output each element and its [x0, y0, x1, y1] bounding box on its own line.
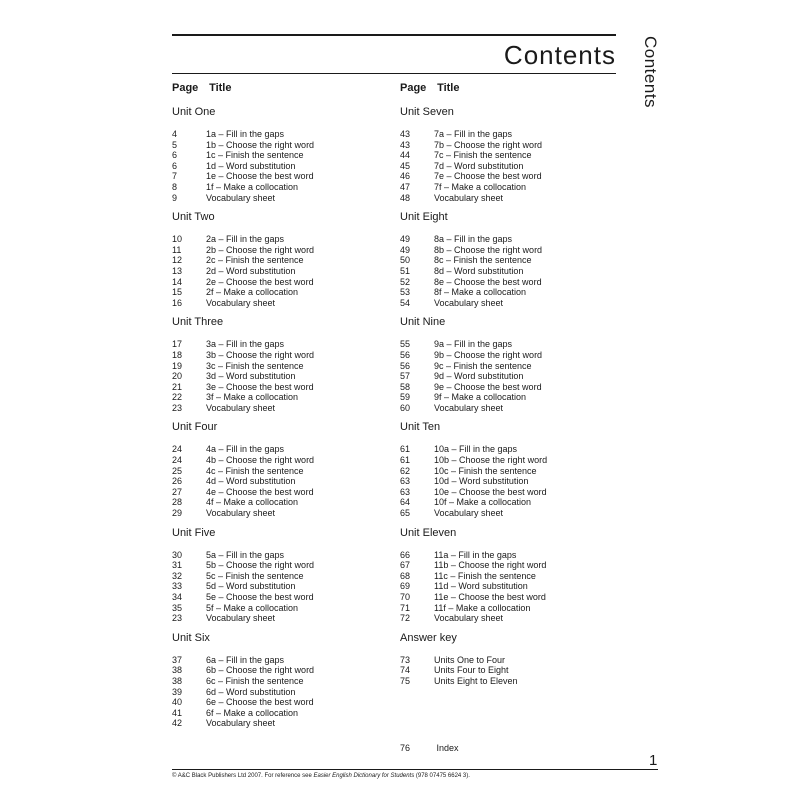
entry-title: 9d – Word substitution: [434, 371, 524, 382]
entry-title: Vocabulary sheet: [434, 402, 504, 413]
entry-page: 34: [172, 592, 183, 602]
entry-title: 6f – Make a collocation: [206, 707, 299, 718]
contents-entry[interactable]: [172, 665, 392, 676]
entry-page: 33: [172, 581, 183, 592]
entry-page: 25: [172, 465, 183, 476]
contents-entry[interactable]: [172, 571, 392, 582]
entry-title: 4b – Choose the right word: [206, 455, 315, 466]
contents-entry[interactable]: [172, 150, 392, 161]
entry-page: 75: [400, 675, 411, 686]
entry-page: 38: [172, 675, 183, 686]
entry-page: 38: [172, 665, 183, 676]
entry-title: 3a – Fill in the gaps: [206, 339, 285, 350]
contents-entry[interactable]: [172, 171, 392, 182]
unit-title: Unit Six: [172, 631, 210, 644]
entry-page: 21: [172, 381, 183, 392]
unit-title: Unit Ten: [400, 421, 441, 434]
contents-entry[interactable]: [172, 161, 392, 172]
contents-entry[interactable]: [400, 550, 620, 561]
entry-page: 57: [400, 371, 411, 382]
contents-entry[interactable]: [400, 161, 620, 172]
entry-title: 8a – Fill in the gaps: [434, 234, 513, 245]
entry-title: 10a – Fill in the gaps: [434, 444, 518, 455]
contents-entry[interactable]: [400, 182, 620, 193]
entry-page: 12: [172, 255, 183, 266]
entry-title: 2d – Word substitution: [206, 265, 296, 276]
contents-entry[interactable]: [400, 371, 620, 382]
unit-title: Unit Two: [172, 211, 215, 224]
entry-page: 50: [400, 255, 411, 266]
unit-title: Answer key: [400, 631, 457, 644]
contents-entry[interactable]: [172, 487, 392, 498]
contents-entry[interactable]: [400, 613, 620, 624]
contents-entry[interactable]: [172, 371, 392, 382]
entry-page: 55: [400, 339, 411, 350]
contents-entry[interactable]: [172, 581, 392, 592]
entry-page: 53: [400, 287, 411, 298]
contents-entry[interactable]: [400, 129, 620, 140]
entry-title: Vocabulary sheet: [206, 297, 276, 308]
entry-title: 9f – Make a collocation: [434, 392, 527, 403]
contents-entry[interactable]: [400, 497, 620, 508]
unit-section: [172, 106, 392, 203]
entry-title: 4c – Finish the sentence: [206, 465, 304, 476]
entry-title: 5a – Fill in the gaps: [206, 549, 285, 560]
unit-section: [172, 527, 392, 624]
entry-page: 46: [400, 171, 411, 182]
contents-entry[interactable]: [400, 245, 620, 256]
entry-page: 68: [400, 570, 411, 581]
entry-title: 11c – Finish the sentence: [434, 570, 536, 581]
unit-section: [400, 632, 620, 687]
entry-title: 8e – Choose the best word: [434, 276, 542, 287]
column-header-title: Title: [437, 82, 460, 94]
entry-title: Vocabulary sheet: [434, 192, 504, 203]
contents-entry[interactable]: [400, 655, 620, 666]
unit-title: Unit Eight: [400, 211, 448, 224]
entry-title: 6d – Word substitution: [206, 686, 296, 697]
contents-entry[interactable]: [172, 339, 392, 350]
entry-page: 49: [400, 234, 411, 245]
entry-title: 11b – Choose the right word: [434, 560, 547, 571]
contents-entry[interactable]: [172, 382, 392, 393]
entry-title: Vocabulary sheet: [434, 508, 504, 519]
contents-entry[interactable]: [400, 455, 620, 466]
contents-entry[interactable]: [400, 382, 620, 393]
contents-entry[interactable]: [400, 287, 620, 298]
contents-entry[interactable]: [172, 655, 392, 666]
entry-title: 3f – Make a collocation: [206, 392, 299, 403]
entry-page: 5: [172, 139, 178, 150]
contents-entry[interactable]: [400, 140, 620, 151]
entry-title: 3e – Choose the best word: [206, 381, 314, 392]
page-title: Contents: [503, 40, 616, 70]
entry-page: 70: [400, 592, 411, 602]
entry-title: 8b – Choose the right word: [434, 244, 543, 255]
contents-column-right: [400, 82, 620, 695]
entry-page: 10: [172, 234, 183, 245]
entry-title: 2f – Make a collocation: [206, 287, 299, 298]
entry-title: 2b – Choose the right word: [206, 244, 315, 255]
unit-section: [400, 211, 620, 308]
entry-title: 7b – Choose the right word: [434, 139, 543, 150]
entry-title: 7d – Word substitution: [434, 160, 524, 171]
contents-entry[interactable]: [172, 255, 392, 266]
entry-page: 63: [400, 486, 411, 497]
entry-title: 4d – Word substitution: [206, 476, 296, 487]
top-rule: [172, 34, 616, 36]
entry-title: 3c – Finish the sentence: [206, 360, 304, 371]
entry-page: 4: [172, 129, 178, 139]
contents-entry[interactable]: [172, 466, 392, 477]
entry-title: 8c – Finish the sentence: [434, 255, 532, 266]
index-entry[interactable]: [400, 743, 459, 753]
entry-page: 39: [172, 686, 183, 697]
unit-section: [172, 211, 392, 308]
contents-entry[interactable]: [172, 444, 392, 455]
entry-page: 24: [172, 444, 183, 455]
contents-entry[interactable]: [172, 392, 392, 403]
entry-page: 8: [172, 181, 178, 192]
entry-title: 2e – Choose the best word: [206, 276, 314, 287]
entry-title: 5f – Make a collocation: [206, 602, 299, 613]
contents-entry[interactable]: [400, 476, 620, 487]
entry-title: 5e – Choose the best word: [206, 592, 314, 602]
unit-title: Unit Seven: [400, 106, 454, 118]
entry-title: 10b – Choose the right word: [434, 455, 548, 466]
entry-title: 9a – Fill in the gaps: [434, 339, 513, 350]
contents-entry[interactable]: [172, 687, 392, 698]
entry-title: 6c – Finish the sentence: [206, 675, 304, 686]
contents-entry[interactable]: [172, 508, 392, 519]
contents-entry[interactable]: [172, 613, 392, 624]
entry-page: 74: [400, 665, 411, 676]
entry-page: 56: [400, 360, 411, 371]
entry-title: 1e – Choose the best word: [206, 171, 314, 182]
entry-page: 72: [400, 613, 411, 624]
entry-page: 45: [400, 160, 411, 171]
unit-section: [400, 527, 620, 624]
entry-page: 66: [400, 549, 411, 560]
contents-entry[interactable]: [400, 487, 620, 498]
entry-page: 63: [400, 476, 411, 487]
title-rule: [172, 73, 616, 74]
entry-page: 30: [172, 549, 183, 560]
footer-rule: [172, 769, 658, 770]
entry-title: 6b – Choose the right word: [206, 665, 315, 676]
contents-column-left: [172, 82, 392, 737]
entry-page: 16: [172, 297, 183, 308]
column-header: [172, 82, 392, 94]
unit-section: [172, 316, 392, 413]
entry-page: 6: [172, 160, 178, 171]
unit-title: Unit Eleven: [400, 526, 457, 539]
entry-title: 4e – Choose the best word: [206, 486, 314, 497]
entry-page: 43: [400, 129, 411, 139]
contents-entry[interactable]: [400, 392, 620, 403]
contents-entry[interactable]: [172, 550, 392, 561]
entry-title: Vocabulary sheet: [206, 613, 276, 624]
entry-title: Vocabulary sheet: [206, 192, 276, 203]
contents-entry[interactable]: [400, 403, 620, 414]
entry-page: 27: [172, 486, 183, 497]
entry-page: 31: [172, 560, 183, 571]
entry-page: 61: [400, 444, 411, 455]
entry-title: 1c – Finish the sentence: [206, 150, 304, 161]
entry-title: 5c – Finish the sentence: [206, 570, 304, 581]
entry-title: 11d – Word substitution: [434, 581, 528, 592]
entry-title: 7f – Make a collocation: [434, 181, 527, 192]
contents-entry[interactable]: [172, 603, 392, 614]
entry-title: 6a – Fill in the gaps: [206, 654, 285, 665]
entry-title: 10f – Make a collocation: [434, 497, 532, 508]
entry-page: 51: [400, 265, 411, 276]
entry-title: 10d – Word substitution: [434, 476, 529, 487]
entry-title: 9c – Finish the sentence: [434, 360, 532, 371]
entry-title: Vocabulary sheet: [434, 613, 504, 624]
contents-entry[interactable]: [400, 150, 620, 161]
entry-title: Vocabulary sheet: [206, 402, 276, 413]
entry-title: 8f – Make a collocation: [434, 287, 527, 298]
unit-section: [172, 421, 392, 518]
entry-page: 54: [400, 297, 411, 308]
contents-entry[interactable]: [400, 298, 620, 309]
entry-title: Units One to Four: [434, 654, 506, 665]
entry-page: 14: [172, 276, 183, 287]
entry-title: 7e – Choose the best word: [434, 171, 542, 182]
entry-title: 4f – Make a collocation: [206, 497, 299, 508]
entry-page: 65: [400, 508, 411, 519]
side-tab-label: Contents: [641, 36, 660, 109]
contents-entry[interactable]: [400, 603, 620, 614]
contents-entry[interactable]: [172, 245, 392, 256]
entry-page: 18: [172, 349, 183, 360]
entry-page: 48: [400, 192, 411, 203]
contents-entry[interactable]: [172, 287, 392, 298]
entry-page: 13: [172, 265, 183, 276]
entry-page: 29: [172, 508, 183, 519]
entry-title: 3d – Word substitution: [206, 371, 296, 382]
entry-title: 6e – Choose the best word: [206, 697, 314, 708]
unit-section: [400, 316, 620, 413]
entry-page: 40: [172, 697, 183, 708]
unit-title: Unit Five: [172, 526, 216, 539]
contents-entry[interactable]: [400, 466, 620, 477]
contents-entry[interactable]: [400, 339, 620, 350]
contents-entry[interactable]: [172, 350, 392, 361]
unit-section: [400, 421, 620, 518]
entry-page: 71: [400, 602, 411, 613]
contents-entry[interactable]: [400, 193, 620, 204]
entry-title: 1a – Fill in the gaps: [206, 129, 285, 139]
entry-title: Vocabulary sheet: [206, 508, 276, 519]
entry-page: 56: [400, 349, 411, 360]
entry-page: 23: [172, 402, 183, 413]
entry-page: 23: [172, 613, 183, 624]
contents-entry[interactable]: [172, 718, 392, 729]
entry-title: 7c – Finish the sentence: [434, 150, 532, 161]
entry-page: 32: [172, 570, 183, 581]
unit-title: Unit Four: [172, 421, 218, 434]
unit-title: Unit Three: [172, 316, 224, 329]
entry-page: 19: [172, 360, 183, 371]
entry-title: 11a – Fill in the gaps: [434, 549, 517, 560]
contents-entry[interactable]: [172, 182, 392, 193]
contents-entry[interactable]: [400, 255, 620, 266]
entry-page: 26: [172, 476, 183, 487]
contents-entry[interactable]: [172, 234, 392, 245]
entry-page: 59: [400, 392, 411, 403]
entry-page: 11: [172, 244, 182, 255]
entry-page: 47: [400, 181, 411, 192]
entry-page: 61: [400, 455, 411, 466]
entry-page: 69: [400, 581, 411, 592]
unit-title: Unit Nine: [400, 316, 446, 329]
contents-entry[interactable]: [172, 140, 392, 151]
entry-page: 73: [400, 654, 411, 665]
entry-title: 1f – Make a collocation: [206, 181, 299, 192]
contents-entry[interactable]: [172, 476, 392, 487]
entry-page: 24: [172, 455, 183, 466]
entry-title: 11e – Choose the best word: [434, 592, 546, 602]
entry-title: Units Eight to Eleven: [434, 675, 518, 686]
entry-page: 58: [400, 381, 411, 392]
entry-title: 10e – Choose the best word: [434, 486, 547, 497]
contents-entry[interactable]: [172, 592, 392, 603]
entry-page: 6: [172, 150, 178, 161]
entry-page: 15: [172, 287, 183, 298]
entry-title: 9e – Choose the best word: [434, 381, 542, 392]
contents-entry[interactable]: [172, 277, 392, 288]
entry-page: 43: [400, 139, 411, 150]
entry-page: 22: [172, 392, 183, 403]
entry-page: 28: [172, 497, 183, 508]
entry-page: 7: [172, 171, 178, 182]
entry-title: 3b – Choose the right word: [206, 349, 315, 360]
contents-entry[interactable]: [172, 193, 392, 204]
contents-entry[interactable]: [400, 508, 620, 519]
contents-entry[interactable]: [172, 560, 392, 571]
entry-title: 2c – Finish the sentence: [206, 255, 304, 266]
entry-page: 52: [400, 276, 411, 287]
contents-entry[interactable]: [172, 708, 392, 719]
contents-entry[interactable]: [400, 592, 620, 603]
contents-entry[interactable]: [172, 403, 392, 414]
entry-page: 37: [172, 654, 183, 665]
entry-page: 41: [172, 707, 183, 718]
entry-page: 44: [400, 150, 411, 161]
contents-entry[interactable]: [400, 171, 620, 182]
entry-title: 9b – Choose the right word: [434, 349, 543, 360]
contents-entry[interactable]: [172, 266, 392, 277]
column-header-page: Page: [172, 82, 199, 94]
contents-entry[interactable]: [400, 676, 620, 687]
contents-entry[interactable]: [400, 571, 620, 582]
entry-page: 9: [172, 192, 178, 203]
contents-entry[interactable]: [400, 560, 620, 571]
entry-page: 35: [172, 602, 183, 613]
contents-entry[interactable]: [400, 266, 620, 277]
contents-entry[interactable]: [400, 277, 620, 288]
entry-title: 8d – Word substitution: [434, 265, 524, 276]
entry-page: 42: [172, 718, 183, 729]
contents-entry[interactable]: [172, 697, 392, 708]
contents-entry[interactable]: [400, 581, 620, 592]
entry-title: 1d – Word substitution: [206, 160, 296, 171]
entry-title: 11f – Make a collocation: [434, 602, 531, 613]
footer-suffix: (978 07475 6624 3).: [414, 773, 470, 779]
contents-entry[interactable]: [172, 455, 392, 466]
entry-title: 5d – Word substitution: [206, 581, 296, 592]
entry-title: 2a – Fill in the gaps: [206, 234, 285, 245]
footer-book-title: Easier English Dictionary for Students: [313, 773, 415, 779]
contents-entry[interactable]: [400, 350, 620, 361]
entry-page: 49: [400, 244, 411, 255]
unit-section: [172, 632, 392, 729]
footer-prefix: © A&C Black Publishers Ltd 2007. For reference see: [172, 773, 314, 779]
contents-entry[interactable]: [172, 361, 392, 372]
entry-page: 64: [400, 497, 411, 508]
contents-entry[interactable]: [400, 234, 620, 245]
contents-entry[interactable]: [172, 298, 392, 309]
entry-page: 20: [172, 371, 183, 382]
contents-entry[interactable]: [172, 129, 392, 140]
entry-title: 7a – Fill in the gaps: [434, 129, 513, 139]
entry-title: 5b – Choose the right word: [206, 560, 315, 571]
contents-entry[interactable]: [400, 361, 620, 372]
entry-title: 10c – Finish the sentence: [434, 465, 537, 476]
unit-title: Unit One: [172, 106, 216, 118]
unit-section: [400, 106, 620, 203]
page-number: 1: [649, 752, 658, 769]
unit-list-left: [172, 106, 392, 729]
entry-title: 1b – Choose the right word: [206, 139, 315, 150]
column-header-page: Page: [400, 82, 427, 94]
column-header-title: Title: [209, 82, 232, 94]
entry-page: 76: [400, 743, 411, 753]
entry-page: 67: [400, 560, 411, 571]
entry-title: Units Four to Eight: [434, 665, 509, 676]
contents-entry[interactable]: [400, 665, 620, 676]
entry-title: Vocabulary sheet: [434, 297, 504, 308]
entry-page: 60: [400, 402, 411, 413]
entry-page: 62: [400, 465, 411, 476]
entry-title: Vocabulary sheet: [206, 718, 276, 729]
column-header: [400, 82, 620, 94]
entry-title: 4a – Fill in the gaps: [206, 444, 285, 455]
contents-entry[interactable]: [172, 497, 392, 508]
contents-entry[interactable]: [400, 444, 620, 455]
contents-entry[interactable]: [172, 676, 392, 687]
copyright-footer: [172, 773, 470, 779]
entry-page: 17: [172, 339, 183, 350]
entry-title: Index: [436, 743, 459, 753]
unit-list-right: [400, 106, 620, 687]
